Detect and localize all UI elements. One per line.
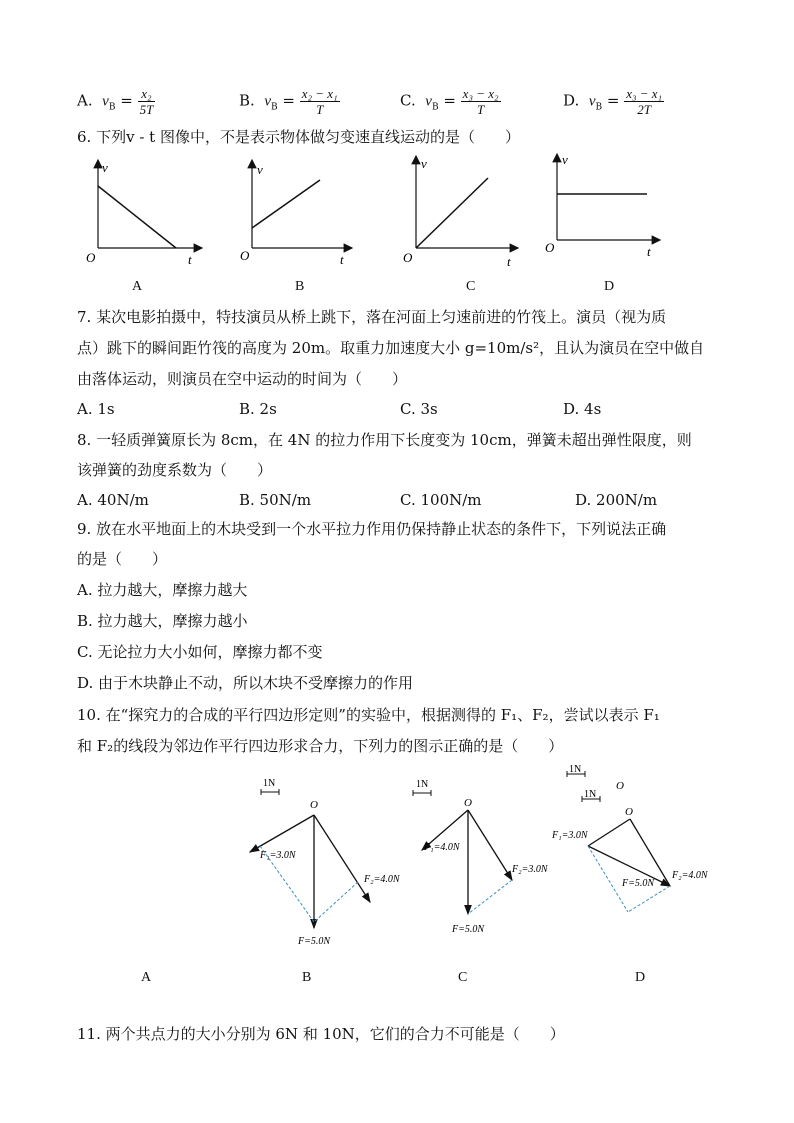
- graph-b: [240, 160, 352, 267]
- q5-option-d: D. $v_B$ = $\frac{\text{x₃ − x₁}}{2T}$: [563, 86, 663, 117]
- q9-option-b: B. 拉力越大，摩擦力越小: [77, 612, 248, 630]
- graph-a: [86, 160, 202, 267]
- diagram-d: [551, 764, 709, 912]
- q7-option-d: D. 4s: [563, 400, 602, 418]
- graph-c: [403, 156, 518, 269]
- svg-text:O: O: [240, 248, 250, 263]
- svg-text:1N: 1N: [569, 764, 582, 775]
- svg-text:F=5.0N: F=5.0N: [298, 936, 331, 947]
- q5-option-c: C. $v_B$ = $\frac{\text{x₃ − x₂}}{T}$: [400, 86, 499, 117]
- q7-line-2: 点）跳下的瞬间距竹筏的高度为 20m。取重力加速度大小 g=10m/s²，且认为演员在空中做自: [77, 339, 705, 357]
- svg-text:v: v: [102, 160, 108, 175]
- q9-line-2: 的是（ ）: [77, 550, 168, 568]
- svg-text:t: t: [507, 254, 511, 269]
- svg-text:F₂=4.0N: F₂=4.0N: [672, 870, 708, 881]
- q10-line-2: 和 F₂的线段为邻边作平行四边形求合力，下列力的图示正确的是（ ）: [77, 737, 564, 755]
- q9-option-d: D. 由于木块静止不动，所以木块不受摩擦力的作用: [77, 674, 414, 692]
- q10-line-1: 10. 在“探究力的合成的平行四边形定则”的实验中，根据测得的 F₁、F₂，尝试以表示 F₁: [77, 706, 660, 724]
- q5-option-a: A. $v_B$ = $\frac{\text{x₂}}{5T}$: [77, 86, 154, 117]
- svg-text:O: O: [403, 250, 413, 265]
- q5-option-b: B. $v_B$ = $\frac{\text{x₂ − x₁}}{T}$: [239, 86, 338, 117]
- svg-text:F₁=4.0N: F₁=4.0N: [424, 842, 460, 853]
- graph-a-caption: A: [132, 279, 143, 294]
- svg-text:O: O: [464, 797, 472, 809]
- svg-text:O: O: [625, 806, 633, 818]
- q10-force-diagrams: [230, 762, 730, 947]
- q8-option-d: D. 200N/m: [575, 491, 658, 509]
- svg-text:F₂=3.0N: F₂=3.0N: [512, 864, 548, 875]
- diagram-c-caption: C: [458, 970, 468, 985]
- q11-stem: 11. 两个共点力的大小分别为 6N 和 10N，它们的合力不可能是（ ）: [77, 1025, 565, 1043]
- svg-text:t: t: [647, 244, 651, 259]
- diagram-d-caption: D: [635, 970, 646, 985]
- q7-option-b: B. 2s: [239, 400, 277, 418]
- q7-line-3: 由落体运动，则演员在空中运动的时间为（ ）: [77, 370, 408, 388]
- q7-option-c: C. 3s: [400, 400, 438, 418]
- graph-d-caption: D: [604, 279, 615, 294]
- q6-vt-graphs: [70, 150, 670, 275]
- q8-line-2: 该弹簧的劲度系数为（ ）: [77, 461, 273, 479]
- diagram-b: [250, 778, 401, 947]
- graph-c-caption: C: [466, 279, 476, 294]
- diagram-b-caption: B: [302, 970, 312, 985]
- graph-b-caption: B: [295, 279, 305, 294]
- q6-stem: 6. 下列v - t 图像中，不是表示物体做匀变速直线运动的是（ ）: [77, 128, 520, 146]
- svg-text:1N: 1N: [263, 778, 276, 789]
- svg-text:F=5.0N: F=5.0N: [452, 924, 485, 935]
- svg-text:1N: 1N: [416, 779, 429, 790]
- q9-option-c: C. 无论拉力大小如何，摩擦力都不变: [77, 643, 323, 661]
- q8-option-a: A. 40N/m: [77, 491, 149, 509]
- svg-text:F₁=3.0N: F₁=3.0N: [260, 850, 296, 861]
- q9-line-1: 9. 放在水平地面上的木块受到一个水平拉力作用仍保持静止状态的条件下，下列说法正确: [77, 520, 667, 538]
- svg-text:t: t: [340, 252, 344, 267]
- svg-text:v: v: [257, 162, 263, 177]
- q8-option-c: C. 100N/m: [400, 491, 482, 509]
- q7-line-1: 7. 某次电影拍摄中，特技演员从桥上跳下，落在河面上匀速前进的竹筏上。演员（视为质: [77, 308, 667, 326]
- svg-text:F₂=4.0N: F₂=4.0N: [364, 874, 400, 885]
- svg-text:O: O: [86, 250, 96, 265]
- q8-line-1: 8. 一轻质弹簧原长为 8cm，在 4N 的拉力作用下长度变为 10cm，弹簧未超出弹性限度，则: [77, 431, 692, 449]
- svg-text:t: t: [188, 252, 192, 267]
- svg-text:v: v: [421, 156, 427, 171]
- q8-option-b: B. 50N/m: [239, 491, 312, 509]
- svg-text:v: v: [562, 152, 568, 167]
- q9-option-a: A. 拉力越大，摩擦力越大: [77, 581, 248, 599]
- q7-option-a: A. 1s: [77, 400, 115, 418]
- svg-text:F₁=3.0N: F₁=3.0N: [552, 830, 588, 841]
- svg-text:1N: 1N: [584, 789, 597, 800]
- diagram-a-caption: A: [141, 970, 152, 985]
- svg-text:F=5.0N: F=5.0N: [622, 878, 655, 889]
- diagram-c: [413, 779, 549, 935]
- graph-d: [545, 152, 660, 259]
- svg-text:O: O: [310, 799, 318, 811]
- svg-text:O: O: [616, 780, 624, 792]
- svg-text:O: O: [545, 240, 555, 255]
